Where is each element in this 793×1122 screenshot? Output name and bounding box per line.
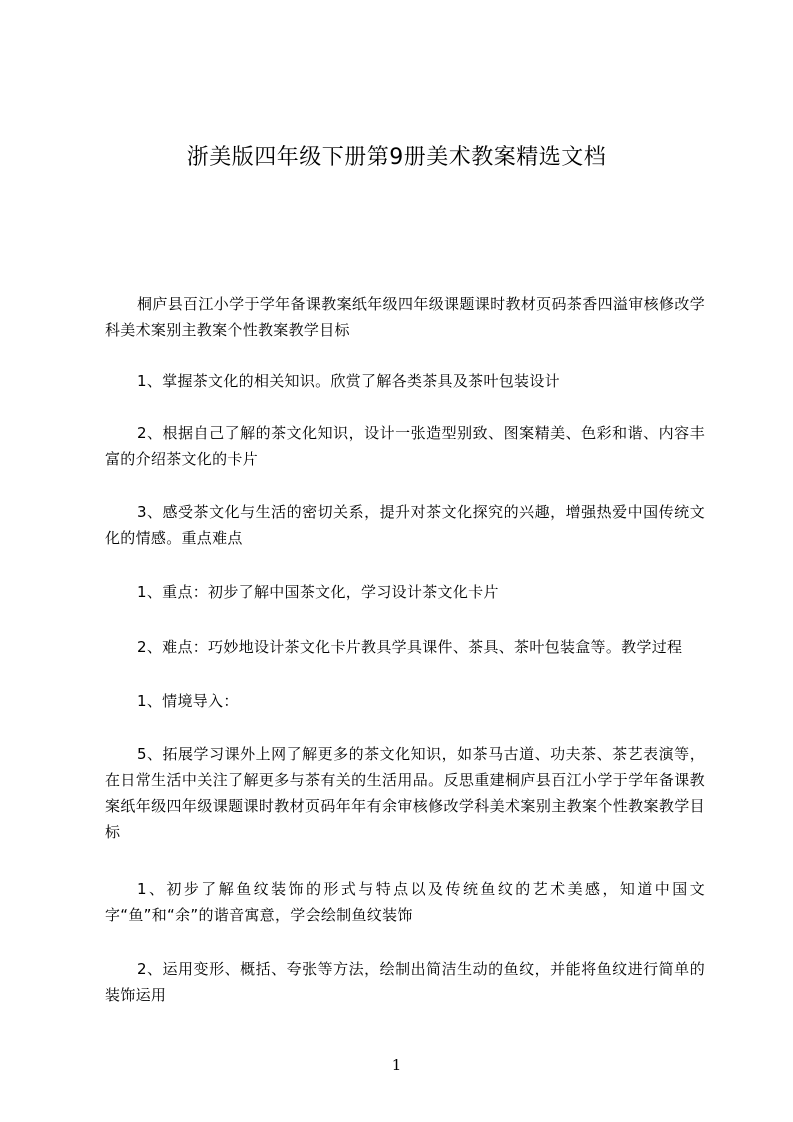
paragraph: 1、情境导入： <box>137 692 239 710</box>
paragraph: 2、运用变形、概括、夸张等方法，绘制出简洁生动的鱼纹，并能将鱼纹进行简单的装饰运用 <box>105 960 705 1004</box>
paragraph: 2、根据自己了解的茶文化知识，设计一张造型别致、图案精美、色彩和谐、内容丰富的介绍茶文化的卡片 <box>105 424 705 468</box>
page-number: 1 <box>391 1056 402 1074</box>
paragraph: 5、拓展学习课外上网了解更多的茶文化知识，如茶马古道、功夫茶、茶艺表演等，在日常生活中关注了解更多与茶有关的生活用品。反思重建桐庐县百江小学于学年备课教案纸年级四年级课题课时教材页码年年有余审核修改学科美术案别主教案个性教案教学目标 <box>105 745 705 841</box>
paragraph: 3、感受茶文化与生活的密切关系，提升对茶文化探究的兴趣，增强热爱中国传统文化的情感。重点难点 <box>105 503 705 547</box>
paragraph: 桐庐县百江小学于学年备课教案纸年级四年级课题课时教材页码茶香四溢审核修改学科美术案别主教案个性教案教学目标 <box>105 295 705 339</box>
paragraph: 1、重点：初步了解中国茶文化，学习设计茶文化卡片 <box>137 583 499 601</box>
document-title: 浙美版四年级下册第9册美术教案精选文档 <box>186 145 607 170</box>
paragraph: 2、难点：巧妙地设计茶文化卡片教具学具课件、茶具、茶叶包装盒等。教学过程 <box>137 638 683 656</box>
paragraph: 1、掌握茶文化的相关知识。欣赏了解各类茶具及茶叶包装设计 <box>137 372 560 390</box>
paragraph: 1、初步了解鱼纹装饰的形式与特点以及传统鱼纹的艺术美感，知道中国文字“鱼”和“余”的谐音寓意，学会绘制鱼纹装饰 <box>105 880 705 924</box>
